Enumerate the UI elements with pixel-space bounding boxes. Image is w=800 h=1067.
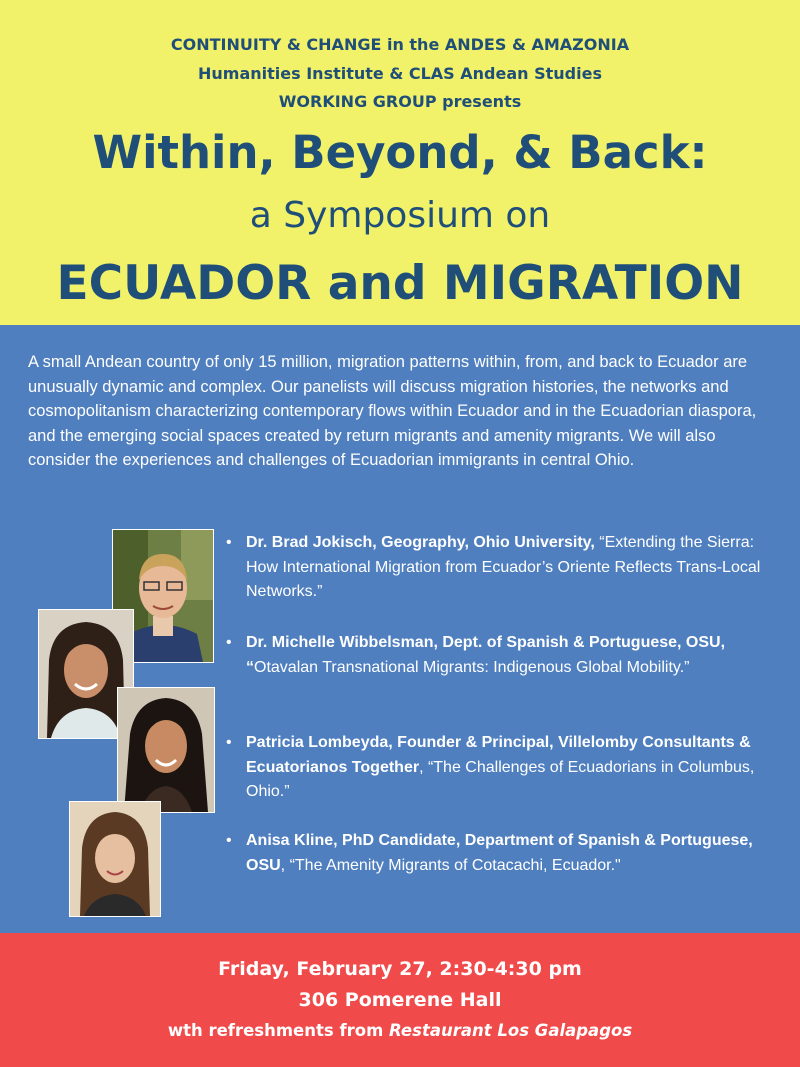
panelist-name: Dr. Michelle Wibbelsman, Dept. of Spanish & Portuguese, OSU, “ (246, 634, 726, 676)
kicker-line-2: Humanities Institute & CLAS Andean Studies (198, 64, 602, 83)
intro-paragraph: A small Andean country of only 15 million, migration patterns within, from, and back to Ecuador are unusually dynamic and complex. Our panelists will discuss migration histories, the networks and cosmopolitanism characterizing contemporary flows within Ecuador and in the Ecuadorian diaspora, and the emerging social spaces created by return migrants and amenity migrants. We will also consider the experiences and challenges of Ecuadorian immigrants in central Ohio. (28, 353, 757, 469)
panelist-name: Patricia Lombeyda, Founder & Principal, Villelomby Consultants & Ecuatorianos Together (246, 734, 751, 776)
refreshments-note (0, 1018, 800, 1044)
panelist-talk-title: Otavalan Transnational Migrants: Indigenous Global Mobility.” (254, 658, 690, 676)
panelist-talk-title: , “The Amenity Migrants of Cotacachi, Ecuador." (280, 856, 621, 874)
description-panel (0, 325, 800, 933)
event-topic: ECUADOR and MIGRATION (56, 256, 744, 311)
event-subtitle: a Symposium on (249, 195, 551, 236)
panelist-talk-title: , “The Challenges of Ecuadorians in Columbus, Ohio.” (246, 758, 755, 800)
header-banner (0, 0, 800, 325)
panelist-item (226, 829, 786, 878)
refreshments-venue: Restaurant Los Galapagos (389, 1021, 633, 1040)
bullet-marker: • (226, 832, 232, 849)
event-location: 306 Pomerene Hall (298, 989, 502, 1011)
bullet-marker: • (226, 634, 232, 651)
kicker-line-1: CONTINUITY & CHANGE in the ANDES & AMAZONIA (170, 35, 630, 54)
panelist-talk-title: “Extending the Sierra: How International Migration from Ecuador’s Oriente Reflects Trans-Local Networks.” (246, 534, 761, 600)
refreshments-prefix: wth refreshments from (167, 1021, 390, 1040)
bullet-marker: • (226, 534, 232, 551)
event-details-banner (0, 933, 800, 1067)
event-date-time: Friday, February 27, 2:30-4:30 pm (218, 958, 582, 980)
kicker-line-3: WORKING GROUP presents (278, 92, 522, 111)
panelist-item (226, 731, 786, 805)
panelist-photo-lombeyda (117, 687, 215, 813)
panelist-photo-kline (69, 801, 161, 917)
panelist-item (226, 631, 786, 680)
panelist-item (226, 531, 786, 605)
event-title: Within, Beyond, & Back: (92, 126, 708, 179)
panelist-name: Anisa Kline, PhD Candidate, Department of Spanish & Portuguese, OSU (246, 832, 753, 874)
panelist-name: Dr. Brad Jokisch, Geography, Ohio University, (246, 534, 595, 551)
bullet-marker: • (226, 734, 232, 751)
